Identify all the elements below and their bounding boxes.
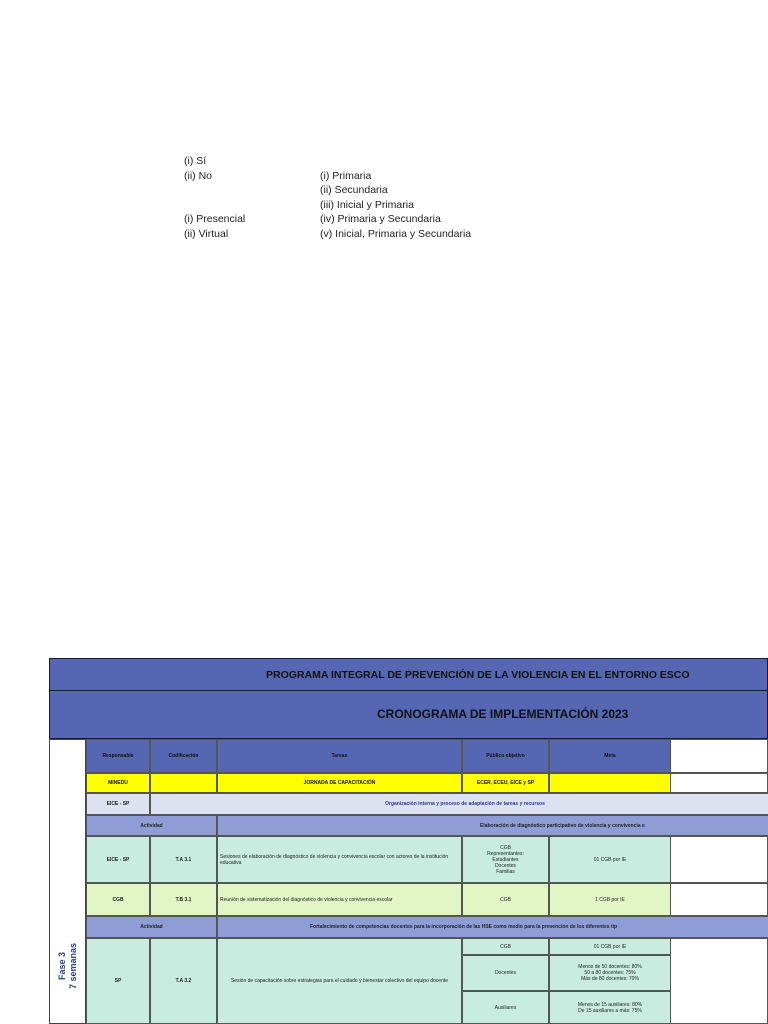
minedu-codificacion bbox=[150, 773, 217, 793]
schedule-title: CRONOGRAMA DE IMPLEMENTACIÓN 2023 bbox=[377, 707, 629, 721]
option-row bbox=[184, 198, 504, 213]
ta32-publico-docentes: Docentes bbox=[462, 955, 549, 991]
ta32-publico-cgb: CGB bbox=[462, 938, 549, 955]
option-col1 bbox=[184, 198, 320, 213]
option-row bbox=[184, 183, 504, 198]
overflow-cell bbox=[671, 773, 768, 793]
option-col1 bbox=[184, 183, 320, 198]
ta31-tareas: Sesiones de elaboración de diagnóstico de violencia y convivencia escolar con actores de la institución educativa bbox=[217, 836, 462, 883]
option-col2: (iii) Inicial y Primaria bbox=[320, 198, 414, 211]
activity-title: Fortalecimiento de competencias docentes para la incorporación de las HSE como medio para la prevención de los diferentes tip bbox=[217, 916, 768, 938]
option-col2: (i) Primaria bbox=[320, 169, 372, 182]
ta32-publico-auxiliares: Auxiliares bbox=[462, 991, 549, 1024]
program-title: PROGRAMA INTEGRAL DE PREVENCIÓN DE LA VIOLENCIA EN EL ENTORNO ESCO bbox=[266, 669, 690, 681]
overflow-cell bbox=[671, 883, 768, 916]
tb31-meta: 1 CGB por IE bbox=[549, 883, 671, 916]
header-codificacion: Codificación bbox=[150, 739, 217, 773]
phase-label bbox=[57, 896, 79, 1024]
option-row bbox=[184, 154, 504, 169]
minedu-tareas: JORNADA DE CAPACITACIÓN bbox=[217, 773, 462, 793]
option-col2 bbox=[320, 154, 504, 169]
overflow-header-cell bbox=[671, 739, 768, 773]
overflow-cell bbox=[671, 836, 768, 883]
meta-line: Menos de 15 auxiliares: 80% bbox=[577, 1001, 643, 1008]
publico-line: Estudiantes bbox=[492, 856, 519, 863]
org-responsable: EICE - SP bbox=[86, 793, 150, 815]
option-row bbox=[184, 227, 504, 242]
phase-name: Fase 3 bbox=[57, 951, 67, 981]
ta32-meta-docentes bbox=[549, 955, 671, 991]
ta32-responsable: SP bbox=[86, 938, 150, 1024]
publico-line: Docentes bbox=[494, 862, 517, 869]
option-col1: (ii) No bbox=[184, 169, 212, 182]
meta-line: 50 a 80 docentes: 75% bbox=[584, 970, 636, 976]
option-col2: (v) Inicial, Primaria y Secundaria bbox=[320, 227, 472, 240]
org-task: Organización interna y proceso de adaptación de tareas y recursos bbox=[150, 793, 768, 815]
schedule-title-bar bbox=[49, 691, 768, 739]
ta32-tareas: Sesión de capacitación sobre estrategias para el cuidado y bienestar colectivo del equipo docente bbox=[217, 938, 462, 1024]
header-publico: Público objetivo bbox=[462, 739, 549, 773]
header-tareas: Tareas bbox=[217, 739, 462, 773]
header-meta: Meta bbox=[549, 739, 671, 773]
ta32-codificacion: T.A 3.2 bbox=[150, 938, 217, 1024]
option-row bbox=[184, 212, 504, 227]
meta-line: Más de 80 docentes: 70% bbox=[581, 976, 639, 982]
header-responsable: Responsable bbox=[86, 739, 150, 773]
option-col1: (i) Presencial bbox=[184, 213, 246, 226]
tb31-publico: CGB bbox=[462, 883, 549, 916]
tb31-responsable: CGB bbox=[86, 883, 150, 916]
publico-line: Representantes: bbox=[487, 850, 524, 857]
tb31-codificacion: T.B 3.1 bbox=[150, 883, 217, 916]
option-col2: (iv) Primaria y Secundaria bbox=[320, 213, 441, 226]
ta31-meta: 01 CGB por IE bbox=[549, 836, 671, 883]
schedule-sheet bbox=[49, 658, 768, 1024]
ta31-codificacion: T.A 3.1 bbox=[150, 836, 217, 883]
option-col1: (ii) Virtual bbox=[184, 227, 229, 240]
minedu-responsable: MINEDU bbox=[86, 773, 150, 793]
ta31-responsable: EICE - SP bbox=[86, 836, 150, 883]
ta32-meta-auxiliares bbox=[549, 991, 671, 1024]
phase-duration: 7 semanas bbox=[68, 942, 78, 990]
option-col1: (i) Sí bbox=[184, 155, 207, 167]
ta32-meta-cgb: 01 CGB por IE bbox=[549, 938, 671, 955]
option-list bbox=[184, 154, 504, 242]
meta-line: Menos de 50 docentes: 80% bbox=[578, 964, 642, 970]
publico-line: Familias bbox=[496, 868, 515, 875]
ta31-publico bbox=[462, 836, 549, 883]
activity-title: Elaboración de diagnóstico participativo de violencia y convivencia e bbox=[217, 815, 768, 836]
tb31-tareas: Reunión de sistematización del diagnóstico de violencia y convivencia escolar bbox=[217, 883, 462, 916]
phase-label-cell bbox=[49, 739, 86, 1024]
option-col2: (ii) Secundaria bbox=[320, 184, 388, 197]
program-title-bar bbox=[49, 658, 768, 691]
minedu-meta bbox=[549, 773, 671, 793]
publico-line: CGB bbox=[500, 844, 511, 851]
minedu-publico: ECER, ECEU, EICE y SP bbox=[462, 773, 549, 793]
option-row bbox=[184, 169, 504, 184]
activity-label: Actividad bbox=[86, 815, 217, 836]
overflow-cell bbox=[671, 938, 768, 1024]
activity-label: Actividad bbox=[86, 916, 217, 938]
meta-line: De 15 auxiliares a más: 75% bbox=[578, 1007, 642, 1014]
